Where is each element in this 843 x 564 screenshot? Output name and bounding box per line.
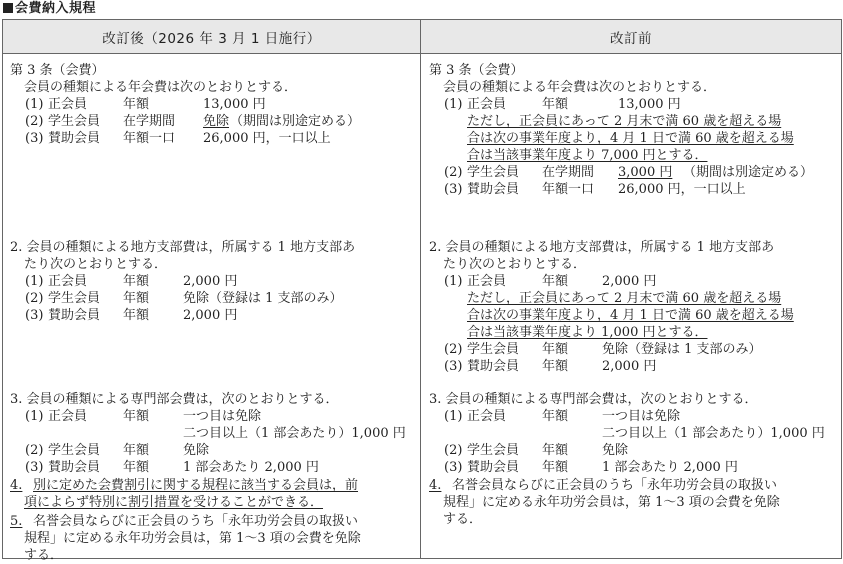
fee-row: 二つ目以上（1 部会あたり）1,000 円 — [602, 426, 825, 441]
fee-row: (1) 正会員 年額 2,000 円 — [444, 274, 657, 289]
before-article3-sec1: 第 3 条（会費） 会員の種類による年会費は次のとおりとする． (1) 正会員 年額 13,000 円 ただし，正会員にあって 2 月末で満 60 歳を超える場 合は次の事業年度より，4 月 1 日で満 60 歳を超える場 合は当該事業年度より 7,000 円とする． (2) 学生会員 在学期間 3,000 円 （期間は別途定める） (3) 賛助会員 年額一口 26,000 円，一口以上 — [421, 62, 841, 198]
fee-row: (1) 正会員 年額 2,000 円 — [25, 274, 238, 289]
fee-row: (1) 正会員 年額 13,000 円 — [25, 97, 266, 112]
after-sec5: 5. 名誉会員ならびに正会員のうち「永年功労会員の取扱い 規程」に定める永年功労会員は，第 1～3 項の会費を免除 する． — [10, 514, 361, 563]
fee-row: (2) 学生会員 在学期間 3,000 円 （期間は別途定める） — [444, 165, 814, 180]
fee-row: (2) 学生会員 年額 免除（登録は 1 支部のみ） — [25, 291, 343, 306]
proviso-line: 合は次の事業年度より，4 月 1 日で満 60 歳を超える場 — [467, 308, 794, 323]
fee-row: (3) 賛助会員 年額一口 26,000 円，一口以上 — [444, 182, 746, 197]
proviso-line: 合は次の事業年度より，4 月 1 日で満 60 歳を超える場 — [467, 131, 794, 146]
before-sec4: 4. 名誉会員ならびに正会員のうち「永年功労会員の取扱い 規程」に定める永年功労会員は，第 1～3 項の会費を免除 する． — [429, 478, 780, 527]
sec1-intro: 会員の種類による年会費は次のとおりとする． — [24, 80, 298, 95]
fee-row: (3) 賛助会員 年額 2,000 円 — [444, 359, 657, 374]
before-sec2: 2. 会員の種類による地方支部費は，所属する 1 地方支部あ たり次のとおりとする． (1) 正会員 年額 2,000 円 ただし，正会員にあって 2 月末で満 60 歳を超える場 合は次の事業年度より，4 月 1 日で満 60 歳を超える場 合は当該事業年度より 1,000 円とする． (2) 学生会員 年額 免除（登録は 1 支部のみ） (3) 賛助会員 年額 2,000 円 — [421, 239, 841, 375]
document-title — [3, 0, 96, 17]
fee-row: (1) 正会員 年額 一つ目は免除 — [444, 409, 681, 424]
before-sec3: 3. 会員の種類による専門部会費は，次のとおりとする． (1) 正会員 年額 一つ目は免除 二つ目以上（1 部会あたり）1,000 円 (2) 学生会員 年額 免除 (3) 賛助会員 年額 1 部会あたり 2,000 円 — [421, 391, 841, 476]
fee-row: (3) 賛助会員 年額 1 部会あたり 2,000 円 — [444, 460, 738, 475]
column-before — [421, 54, 842, 559]
proviso-line: ただし，正会員にあって 2 月末で満 60 歳を超える場 — [467, 291, 782, 306]
square-bullet-icon — [3, 3, 13, 13]
after-sec2: 2. 会員の種類による地方支部費は，所属する 1 地方支部あ たり次のとおりとする． (1) 正会員 年額 2,000 円 (2) 学生会員 年額 免除（登録は 1 支部のみ） (3) 賛助会員 年額 2,000 円 — [3, 239, 420, 324]
column-after — [3, 54, 421, 563]
article-heading: 第 3 条（会費） — [429, 63, 524, 78]
proviso-line: ただし，正会員にあって 2 月末で満 60 歳を超える場 — [467, 114, 782, 129]
fee-row: (1) 正会員 年額 13,000 円 — [444, 97, 681, 112]
article-heading: 第 3 条（会費） — [10, 63, 105, 78]
after-article3-sec1 — [3, 62, 420, 147]
header-after: 改訂後（2026 年 3 月 1 日施行） — [3, 20, 421, 54]
document-title-text: 会費納入規程 — [15, 1, 97, 16]
proviso-line: 合は当該事業年度より 1,000 円とする． — [467, 325, 708, 340]
fee-row: (2) 学生会員 年額 免除 — [444, 443, 629, 458]
proviso-line: 合は当該事業年度より 7,000 円とする． — [467, 148, 708, 163]
fee-row: (3) 賛助会員 年額一口 26,000 円，一口以上 — [25, 131, 331, 146]
fee-row: (3) 賛助会員 年額 1 部会あたり 2,000 円 — [25, 460, 319, 475]
fee-row: (2) 学生会員 在学期間 免除 （期間は別途定める） — [25, 114, 361, 129]
fee-row: (2) 学生会員 年額 免除 — [25, 443, 210, 458]
fee-row: (1) 正会員 年額 一つ目は免除 — [25, 409, 262, 424]
after-sec4: 4. 別に定めた会費割引に関する規程に該当する会員は，前 項によらず特別に割引措置を受けることができる． — [10, 478, 359, 510]
revision-comparison-table — [2, 19, 842, 563]
header-before: 改訂前 — [421, 20, 842, 54]
after-sec3: 3. 会員の種類による専門部会費は，次のとおりとする． (1) 正会員 年額 一つ目は免除 二つ目以上（1 部会あたり）1,000 円 (2) 学生会員 年額 免除 (3) 賛助会員 年額 1 部会あたり 2,000 円 — [3, 391, 420, 476]
fee-row: (2) 学生会員 年額 免除（登録は 1 支部のみ） — [444, 342, 762, 357]
fee-row: 二つ目以上（1 部会あたり）1,000 円 — [183, 426, 406, 441]
fee-row: (3) 賛助会員 年額 2,000 円 — [25, 308, 238, 323]
